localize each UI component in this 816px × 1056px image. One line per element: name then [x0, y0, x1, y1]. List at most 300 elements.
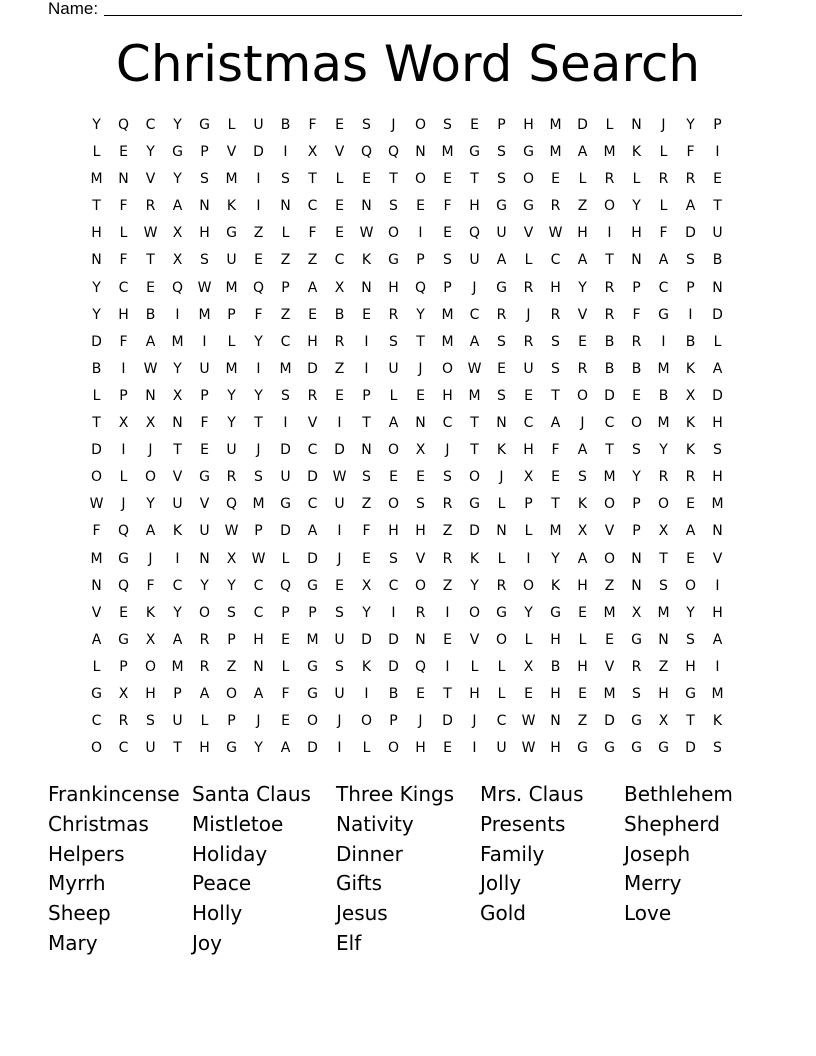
grid-letter[interactable]: T — [605, 442, 614, 459]
grid-letter[interactable]: V — [307, 415, 318, 432]
grid-letter[interactable]: T — [146, 252, 155, 269]
grid-letter[interactable]: G — [685, 685, 696, 702]
grid-letter[interactable]: M — [225, 171, 238, 188]
grid-letter[interactable]: X — [658, 713, 669, 730]
grid-letter[interactable]: V — [415, 550, 426, 567]
grid-letter[interactable]: A — [496, 252, 507, 269]
grid-letter[interactable]: C — [307, 198, 318, 215]
grid-letter[interactable]: M — [441, 306, 454, 323]
grid-letter[interactable]: N — [631, 117, 642, 133]
grid-letter[interactable]: T — [254, 415, 263, 432]
grid-letter[interactable]: P — [227, 713, 236, 730]
grid-letter[interactable]: G — [388, 252, 399, 269]
grid-letter[interactable]: G — [199, 469, 210, 486]
grid-letter[interactable]: H — [577, 658, 588, 675]
grid-letter[interactable]: P — [632, 279, 641, 296]
grid-letter[interactable]: H — [631, 225, 642, 242]
grid-letter[interactable]: I — [175, 306, 180, 323]
grid-letter[interactable]: R — [604, 279, 615, 296]
grid-letter[interactable]: M — [603, 144, 616, 161]
grid-letter[interactable]: X — [577, 523, 588, 540]
grid-letter[interactable]: J — [499, 469, 504, 486]
grid-letter[interactable]: M — [603, 685, 616, 702]
grid-letter[interactable]: P — [524, 496, 533, 513]
grid-letter[interactable]: A — [253, 685, 264, 702]
grid-letter[interactable]: Q — [171, 279, 184, 296]
grid-letter[interactable]: Z — [604, 577, 615, 594]
grid-letter[interactable]: U — [280, 469, 291, 486]
grid-letter[interactable]: J — [526, 306, 531, 323]
grid-letter[interactable]: X — [523, 469, 534, 486]
grid-letter[interactable]: W — [467, 360, 482, 377]
grid-letter[interactable]: H — [658, 685, 669, 702]
grid-letter[interactable]: P — [200, 387, 209, 404]
grid-letter[interactable]: J — [580, 415, 585, 432]
grid-letter[interactable]: R — [118, 713, 129, 730]
grid-letter[interactable]: P — [497, 117, 506, 133]
grid-letter[interactable]: O — [603, 198, 616, 215]
grid-letter[interactable]: E — [200, 442, 209, 459]
grid-letter[interactable]: I — [526, 550, 531, 567]
grid-letter[interactable]: U — [172, 496, 183, 513]
grid-letter[interactable]: C — [253, 604, 264, 621]
grid-letter[interactable]: N — [658, 631, 669, 648]
grid-letter[interactable]: T — [551, 387, 560, 404]
grid-letter[interactable]: G — [307, 658, 318, 675]
grid-letter[interactable]: M — [441, 144, 454, 161]
grid-letter[interactable]: P — [200, 144, 209, 161]
grid-letter[interactable]: H — [388, 279, 399, 296]
grid-letter[interactable]: G — [307, 577, 318, 594]
grid-letter[interactable]: O — [603, 496, 616, 513]
grid-letter[interactable]: M — [171, 658, 184, 675]
grid-letter[interactable]: M — [198, 306, 211, 323]
grid-letter[interactable]: E — [335, 387, 344, 404]
grid-letter[interactable]: D — [388, 658, 399, 675]
grid-letter[interactable]: E — [470, 117, 479, 133]
grid-letter[interactable]: L — [281, 550, 290, 567]
grid-letter[interactable]: R — [415, 604, 426, 621]
grid-letter[interactable]: C — [388, 577, 399, 594]
grid-letter[interactable]: R — [658, 171, 669, 188]
grid-letter[interactable]: M — [225, 360, 238, 377]
grid-letter[interactable]: E — [335, 117, 344, 133]
grid-letter[interactable]: K — [172, 523, 183, 540]
grid-letter[interactable]: S — [578, 469, 587, 486]
grid-letter[interactable]: Y — [92, 306, 101, 323]
grid-letter[interactable]: S — [416, 496, 425, 513]
grid-letter[interactable]: T — [551, 496, 560, 513]
grid-letter[interactable]: G — [199, 117, 210, 133]
grid-letter[interactable]: A — [712, 631, 723, 648]
grid-letter[interactable]: U — [523, 360, 534, 377]
grid-letter[interactable]: M — [225, 279, 238, 296]
grid-letter[interactable]: A — [577, 550, 588, 567]
grid-letter[interactable]: T — [389, 171, 398, 188]
grid-letter[interactable]: S — [200, 252, 209, 269]
name-field[interactable] — [48, 0, 742, 18]
grid-letter[interactable]: A — [172, 631, 183, 648]
grid-letter[interactable]: K — [226, 198, 237, 215]
grid-letter[interactable]: I — [472, 740, 477, 757]
grid-letter[interactable]: K — [685, 415, 696, 432]
grid-letter[interactable]: W — [143, 360, 158, 377]
grid-letter[interactable]: N — [496, 415, 507, 432]
grid-letter[interactable]: P — [632, 496, 641, 513]
grid-letter[interactable]: S — [713, 442, 722, 459]
grid-letter[interactable]: W — [197, 279, 212, 296]
grid-letter[interactable]: T — [308, 171, 317, 188]
grid-letter[interactable]: G — [469, 144, 480, 161]
grid-letter[interactable]: D — [469, 523, 480, 540]
grid-letter[interactable]: N — [361, 198, 372, 215]
grid-letter[interactable]: H — [550, 740, 561, 757]
grid-letter[interactable]: M — [171, 333, 184, 350]
grid-letter[interactable]: E — [254, 252, 263, 269]
grid-letter[interactable]: I — [283, 415, 288, 432]
grid-letter[interactable]: E — [335, 577, 344, 594]
grid-letter[interactable]: F — [200, 415, 209, 432]
grid-letter[interactable]: G — [469, 496, 480, 513]
grid-letter[interactable]: R — [631, 333, 642, 350]
grid-letter[interactable]: F — [551, 442, 560, 459]
grid-letter[interactable]: S — [497, 333, 506, 350]
grid-letter[interactable]: O — [306, 713, 319, 730]
grid-letter[interactable]: E — [713, 171, 722, 188]
grid-letter[interactable]: X — [172, 252, 183, 269]
grid-letter[interactable]: E — [551, 171, 560, 188]
grid-letter[interactable]: E — [281, 713, 290, 730]
grid-letter[interactable]: D — [253, 144, 264, 161]
grid-letter[interactable]: L — [659, 144, 668, 161]
grid-letter[interactable]: C — [523, 415, 534, 432]
grid-letter[interactable]: O — [387, 225, 400, 242]
grid-letter[interactable]: S — [389, 550, 398, 567]
grid-letter[interactable]: T — [713, 198, 722, 215]
grid-letter[interactable]: H — [523, 442, 534, 459]
grid-letter[interactable]: U — [334, 631, 345, 648]
grid-letter[interactable]: A — [685, 523, 696, 540]
grid-letter[interactable]: G — [118, 631, 129, 648]
grid-letter[interactable]: W — [332, 469, 347, 486]
grid-letter[interactable]: Q — [414, 658, 427, 675]
grid-letter[interactable]: X — [631, 604, 642, 621]
grid-letter[interactable]: Z — [334, 360, 345, 377]
grid-letter[interactable]: O — [198, 604, 211, 621]
grid-letter[interactable]: D — [307, 469, 318, 486]
grid-letter[interactable]: O — [468, 469, 481, 486]
grid-letter[interactable]: R — [523, 333, 534, 350]
grid-letter[interactable]: T — [92, 198, 101, 215]
grid-letter[interactable]: S — [389, 333, 398, 350]
grid-letter[interactable]: E — [416, 198, 425, 215]
grid-letter[interactable]: Y — [686, 117, 695, 133]
grid-letter[interactable]: J — [256, 442, 261, 459]
grid-letter[interactable]: A — [469, 333, 480, 350]
grid-letter[interactable]: H — [469, 685, 480, 702]
grid-letter[interactable]: B — [604, 333, 615, 350]
grid-letter[interactable]: S — [551, 360, 560, 377]
grid-letter[interactable]: H — [577, 577, 588, 594]
grid-letter[interactable]: C — [442, 415, 453, 432]
grid-letter[interactable]: I — [715, 144, 720, 161]
grid-letter[interactable]: M — [549, 523, 562, 540]
grid-letter[interactable]: Q — [117, 577, 130, 594]
grid-letter[interactable]: L — [632, 171, 641, 188]
grid-letter[interactable]: A — [388, 415, 399, 432]
grid-letter[interactable]: I — [175, 550, 180, 567]
grid-letter[interactable]: J — [256, 713, 261, 730]
grid-letter[interactable]: R — [145, 198, 156, 215]
grid-letter[interactable]: U — [334, 496, 345, 513]
grid-letter[interactable]: A — [577, 144, 588, 161]
grid-letter[interactable]: Z — [442, 523, 453, 540]
grid-letter[interactable]: D — [685, 740, 696, 757]
grid-letter[interactable]: K — [631, 144, 642, 161]
grid-letter[interactable]: G — [226, 225, 237, 242]
grid-letter[interactable]: G — [307, 685, 318, 702]
grid-letter[interactable]: X — [361, 577, 372, 594]
grid-letter[interactable]: L — [389, 387, 398, 404]
grid-letter[interactable]: J — [472, 279, 477, 296]
grid-letter[interactable]: O — [90, 740, 103, 757]
grid-letter[interactable]: I — [364, 360, 369, 377]
grid-letter[interactable]: S — [335, 604, 344, 621]
grid-letter[interactable]: A — [91, 631, 102, 648]
grid-letter[interactable]: K — [361, 252, 372, 269]
grid-letter[interactable]: D — [712, 306, 723, 323]
grid-letter[interactable]: P — [254, 523, 263, 540]
grid-letter[interactable]: V — [145, 171, 156, 188]
grid-letter[interactable]: D — [307, 360, 318, 377]
grid-letter[interactable]: Z — [280, 252, 291, 269]
grid-letter[interactable]: R — [388, 306, 399, 323]
grid-letter[interactable]: S — [227, 604, 236, 621]
grid-letter[interactable]: K — [550, 577, 561, 594]
grid-letter[interactable]: E — [443, 740, 452, 757]
grid-letter[interactable]: E — [524, 685, 533, 702]
grid-letter[interactable]: H — [577, 225, 588, 242]
grid-letter[interactable]: H — [118, 306, 129, 323]
grid-letter[interactable]: Y — [146, 144, 155, 161]
grid-letter[interactable]: V — [469, 631, 480, 648]
grid-letter[interactable]: N — [712, 523, 723, 540]
grid-letter[interactable]: I — [337, 740, 342, 757]
grid-letter[interactable]: L — [119, 225, 128, 242]
grid-letter[interactable]: D — [91, 442, 102, 459]
grid-letter[interactable]: I — [364, 333, 369, 350]
grid-letter[interactable]: Y — [416, 306, 425, 323]
grid-letter[interactable]: L — [497, 496, 506, 513]
grid-letter[interactable]: R — [496, 306, 507, 323]
grid-letter[interactable]: H — [199, 740, 210, 757]
grid-letter[interactable]: I — [256, 198, 261, 215]
grid-letter[interactable]: S — [443, 252, 452, 269]
grid-letter[interactable]: H — [415, 523, 426, 540]
grid-letter[interactable]: E — [551, 469, 560, 486]
grid-letter[interactable]: A — [172, 198, 183, 215]
grid-letter[interactable]: H — [550, 685, 561, 702]
grid-letter[interactable]: G — [280, 496, 291, 513]
grid-letter[interactable]: S — [200, 171, 209, 188]
grid-letter[interactable]: N — [91, 577, 102, 594]
grid-letter[interactable]: Q — [279, 577, 292, 594]
grid-letter[interactable]: R — [550, 198, 561, 215]
grid-letter[interactable]: J — [472, 713, 477, 730]
grid-letter[interactable]: H — [145, 685, 156, 702]
grid-letter[interactable]: N — [199, 550, 210, 567]
grid-letter[interactable]: W — [359, 225, 374, 242]
grid-letter[interactable]: T — [173, 740, 182, 757]
grid-letter[interactable]: D — [442, 713, 453, 730]
grid-letter[interactable]: E — [281, 631, 290, 648]
grid-letter[interactable]: C — [145, 117, 156, 133]
grid-letter[interactable]: I — [688, 306, 693, 323]
grid-letter[interactable]: G — [496, 279, 507, 296]
grid-letter[interactable]: M — [441, 333, 454, 350]
grid-letter[interactable]: F — [281, 685, 290, 702]
grid-letter[interactable]: Y — [659, 442, 668, 459]
grid-letter[interactable]: S — [497, 171, 506, 188]
grid-letter[interactable]: Y — [173, 171, 182, 188]
grid-letter[interactable]: O — [684, 577, 697, 594]
grid-letter[interactable]: V — [334, 144, 345, 161]
grid-letter[interactable]: N — [550, 713, 561, 730]
grid-letter[interactable]: P — [308, 604, 317, 621]
grid-letter[interactable]: C — [307, 442, 318, 459]
grid-letter[interactable]: W — [251, 550, 266, 567]
grid-letter[interactable]: P — [227, 306, 236, 323]
grid-letter[interactable]: O — [522, 171, 535, 188]
grid-letter[interactable]: N — [145, 387, 156, 404]
grid-letter[interactable]: A — [145, 523, 156, 540]
grid-letter[interactable]: U — [469, 252, 480, 269]
grid-letter[interactable]: O — [441, 360, 454, 377]
grid-letter[interactable]: F — [632, 306, 641, 323]
grid-letter[interactable]: P — [416, 252, 425, 269]
grid-letter[interactable]: S — [497, 387, 506, 404]
grid-letter[interactable]: D — [307, 740, 318, 757]
grid-letter[interactable]: L — [281, 225, 290, 242]
grid-letter[interactable]: S — [389, 198, 398, 215]
grid-letter[interactable]: N — [415, 631, 426, 648]
grid-letter[interactable]: L — [524, 523, 533, 540]
grid-letter[interactable]: E — [416, 469, 425, 486]
grid-letter[interactable]: S — [686, 252, 695, 269]
grid-letter[interactable]: A — [577, 252, 588, 269]
grid-letter[interactable]: E — [362, 550, 371, 567]
grid-letter[interactable]: A — [199, 685, 210, 702]
grid-letter[interactable]: S — [632, 442, 641, 459]
grid-letter[interactable]: N — [415, 415, 426, 432]
grid-letter[interactable]: T — [470, 442, 479, 459]
grid-letter[interactable]: A — [280, 740, 291, 757]
grid-letter[interactable]: J — [418, 360, 423, 377]
grid-letter[interactable]: W — [89, 496, 104, 513]
grid-letter[interactable]: O — [414, 577, 427, 594]
grid-letter[interactable]: Z — [253, 225, 264, 242]
grid-letter[interactable]: L — [470, 658, 479, 675]
grid-letter[interactable]: J — [148, 550, 153, 567]
grid-letter[interactable]: Y — [632, 469, 641, 486]
grid-letter[interactable]: S — [443, 469, 452, 486]
grid-letter[interactable]: B — [145, 306, 156, 323]
grid-letter[interactable]: O — [603, 550, 616, 567]
grid-letter[interactable]: C — [118, 279, 129, 296]
grid-letter[interactable]: U — [199, 523, 210, 540]
grid-letter[interactable]: E — [686, 496, 695, 513]
grid-letter[interactable]: O — [630, 415, 643, 432]
grid-letter[interactable]: X — [172, 387, 183, 404]
grid-letter[interactable]: E — [389, 469, 398, 486]
grid-letter[interactable]: G — [658, 306, 669, 323]
grid-letter[interactable]: N — [631, 550, 642, 567]
grid-letter[interactable]: L — [524, 252, 533, 269]
grid-letter[interactable]: X — [307, 144, 318, 161]
grid-letter[interactable]: O — [387, 496, 400, 513]
grid-letter[interactable]: E — [308, 306, 317, 323]
grid-letter[interactable]: B — [712, 252, 723, 269]
grid-letter[interactable]: J — [148, 442, 153, 459]
grid-letter[interactable]: D — [604, 713, 615, 730]
grid-letter[interactable]: Y — [632, 198, 641, 215]
grid-letter[interactable]: F — [119, 198, 128, 215]
grid-letter[interactable]: Y — [551, 550, 560, 567]
grid-letter[interactable]: U — [199, 360, 210, 377]
grid-letter[interactable]: Y — [254, 387, 263, 404]
grid-letter[interactable]: B — [631, 360, 642, 377]
grid-letter[interactable]: P — [443, 279, 452, 296]
grid-letter[interactable]: D — [712, 387, 723, 404]
grid-letter[interactable]: N — [631, 252, 642, 269]
grid-letter[interactable]: Y — [254, 333, 263, 350]
grid-letter[interactable]: V — [523, 225, 534, 242]
grid-letter[interactable]: I — [337, 415, 342, 432]
grid-letter[interactable]: A — [577, 442, 588, 459]
grid-letter[interactable]: A — [550, 415, 561, 432]
grid-letter[interactable]: G — [631, 713, 642, 730]
grid-letter[interactable]: D — [685, 225, 696, 242]
grid-letter[interactable]: I — [121, 442, 126, 459]
grid-letter[interactable]: I — [283, 144, 288, 161]
grid-letter[interactable]: W — [143, 225, 158, 242]
grid-letter[interactable]: Q — [414, 279, 427, 296]
grid-letter[interactable]: O — [387, 442, 400, 459]
grid-letter[interactable]: D — [307, 550, 318, 567]
grid-letter[interactable]: I — [445, 658, 450, 675]
grid-letter[interactable]: M — [549, 117, 562, 133]
grid-letter[interactable]: Z — [280, 306, 291, 323]
grid-letter[interactable]: Q — [387, 144, 400, 161]
grid-letter[interactable]: W — [224, 523, 239, 540]
grid-letter[interactable]: F — [119, 333, 128, 350]
grid-letter[interactable]: R — [604, 171, 615, 188]
grid-letter[interactable]: N — [361, 279, 372, 296]
grid-letter[interactable]: O — [225, 685, 238, 702]
grid-letter[interactable]: E — [335, 198, 344, 215]
grid-letter[interactable]: Y — [227, 387, 236, 404]
grid-letter[interactable]: D — [280, 523, 291, 540]
grid-letter[interactable]: F — [308, 225, 317, 242]
grid-letter[interactable]: I — [391, 604, 396, 621]
grid-letter[interactable]: Y — [92, 117, 101, 133]
grid-letter[interactable]: G — [631, 740, 642, 757]
grid-letter[interactable]: L — [92, 658, 101, 675]
grid-letter[interactable]: H — [388, 523, 399, 540]
grid-letter[interactable]: G — [577, 740, 588, 757]
grid-letter[interactable]: H — [712, 469, 723, 486]
grid-letter[interactable]: M — [711, 496, 724, 513]
